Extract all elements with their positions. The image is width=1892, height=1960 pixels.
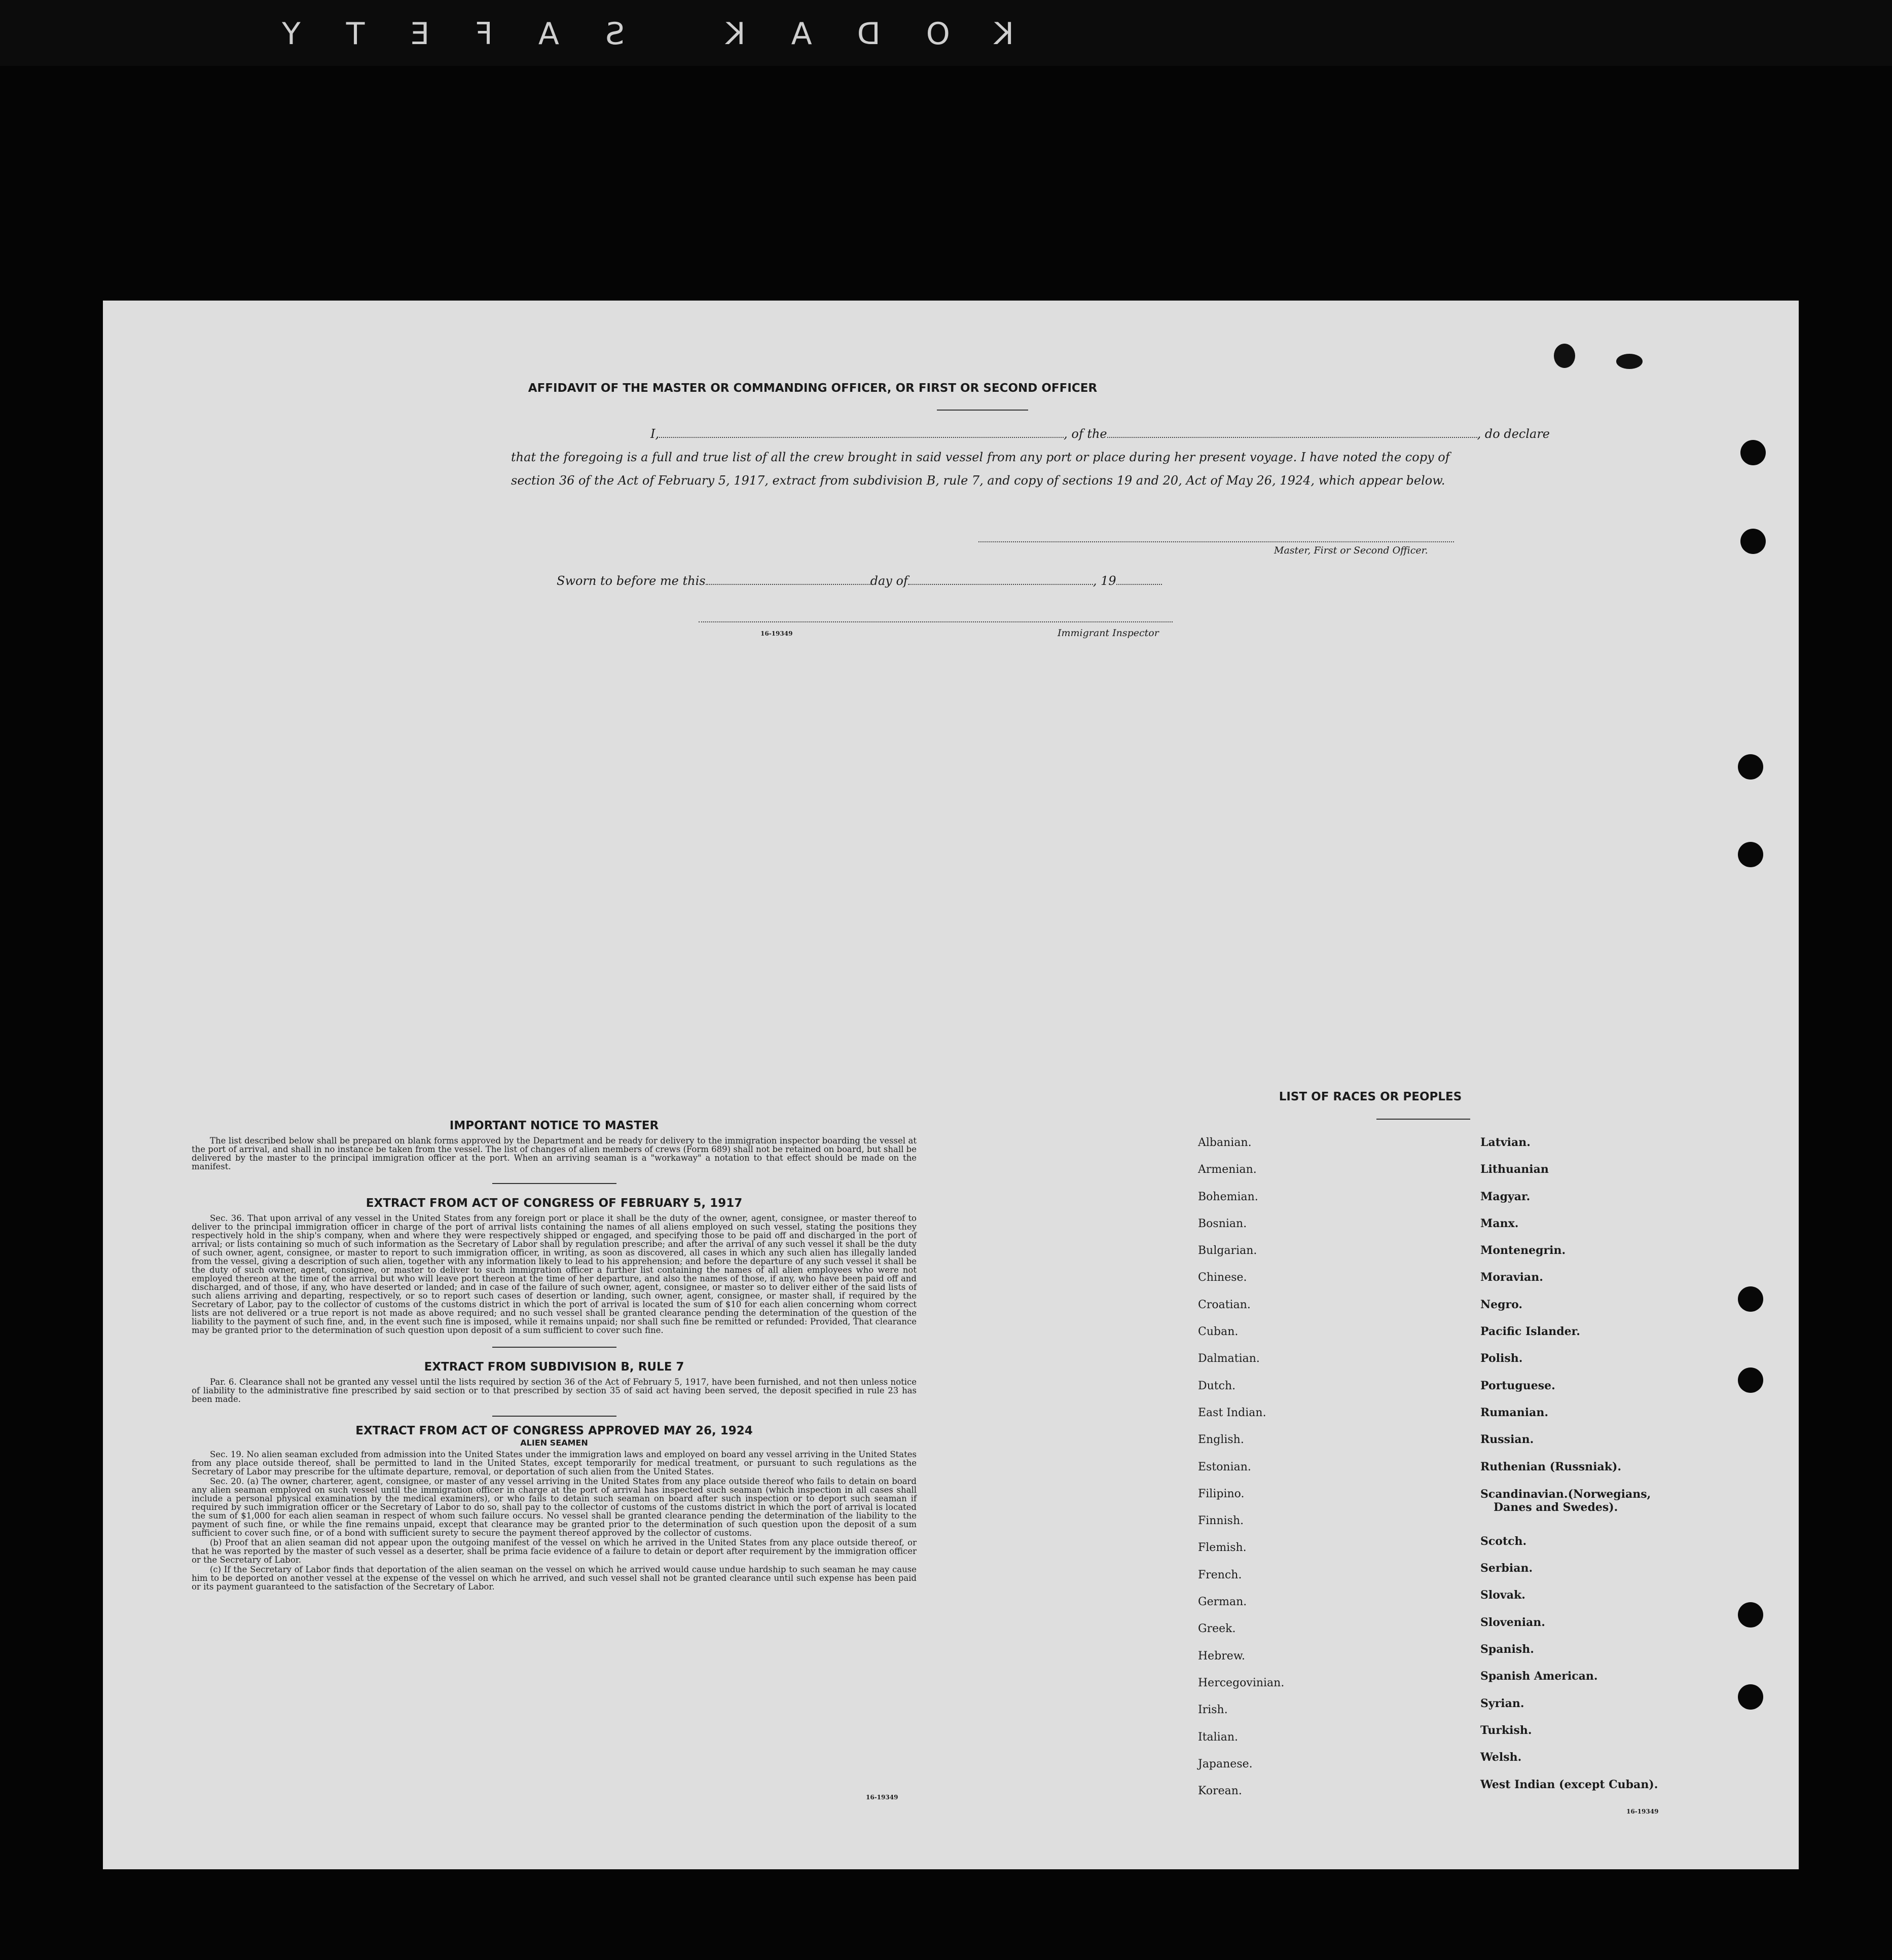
punch-hole (1738, 1286, 1763, 1312)
punch-hole (1740, 529, 1766, 554)
race-item: Albanian. (1198, 1136, 1252, 1149)
divider (492, 1416, 616, 1417)
race-item: French. (1198, 1568, 1242, 1581)
punch-hole (1740, 440, 1766, 465)
race-item: Hercegovinian. (1198, 1676, 1285, 1689)
race-item: Korean. (1198, 1785, 1242, 1798)
year-field[interactable] (1116, 572, 1162, 585)
sec-20a-text: Sec. 20. (a) The owner, charterer, agent, consignee, or master of any vessel arriving in the United States from any place outside thereof who fails to detain on board any alien seaman employed on such vessel until the immigration officer in charge at the port of arrival has inspected such seaman (which inspection in all cases shall include a personal physical examination by the medical examiners), or who fails to detain such seaman on board after such inspection or to deport such seaman if required by such immigration officer or the Secretary of Labor to do so, shall pay to the collector of customs of the customs district in which the port of arrival is located the sum of $1,000 for each alien seaman in respect of whom such failure occurs. No vessel shall be granted clearance pending the determination of the liability to the payment of such fine, or while the fine remains unpaid, except that clearance may be granted prior to the determination of such question upon the deposit of a sum sufficient to cover such fine, or of a bond with sufficient surety to secure the payment thereof approved by the collector of customs. (192, 1476, 917, 1538)
race-item: Spanish. (1480, 1643, 1534, 1656)
extract-rule7-title: EXTRACT FROM SUBDIVISION B, RULE 7 (424, 1360, 684, 1374)
inspector-label: Immigrant Inspector (1058, 627, 1159, 639)
divider (492, 1183, 616, 1184)
extract-1917-title: EXTRACT FROM ACT OF CONGRESS OF FEBRUARY 5, 1917 (366, 1197, 743, 1210)
divider (937, 410, 1028, 411)
race-item: Bulgarian. (1198, 1244, 1257, 1258)
race-item: Hebrew. (1198, 1649, 1246, 1662)
name-field[interactable] (659, 425, 1064, 438)
race-item: Chinese. (1198, 1271, 1247, 1284)
document-page (103, 301, 1799, 1869)
race-item: Ruthenian (Russniak). (1480, 1460, 1622, 1473)
punch-hole (1738, 754, 1763, 780)
race-item: Turkish. (1480, 1723, 1532, 1737)
sec-20b-text: (b) Proof that an alien seaman did not appear upon the outgoing manifest of the vessel on which he arrived in the United States from any place outside thereof, or that he was reported by the master of such vessel as a deserter, shall be prima facie evidence of a failure to detain or deport after requirement by the immigration officer or the Secretary of Labor. (192, 1538, 917, 1565)
race-item: Dutch. (1198, 1379, 1236, 1392)
race-item: Bosnian. (1198, 1217, 1247, 1230)
notice-title: IMPORTANT NOTICE TO MASTER (449, 1119, 659, 1132)
race-item: Welsh. (1480, 1751, 1522, 1764)
notice-text: The list described below shall be prepared on blank forms approved by the Department and be ready for delivery to the immigration inspector boarding the vessel at the port of arrival, and shall in no instance be taken from the vessel. The list of changes of alien members of crews (Form 689) shall not be retained on board, but shall be delivered by the master to the principal immigration officer at the port. When an arriving seaman is a "workaway" a notation to that effect should be made on the manifest. (192, 1136, 917, 1171)
film-edge (0, 0, 1892, 66)
race-item: English. (1198, 1433, 1244, 1447)
divider (492, 1347, 616, 1348)
affidavit-title: AFFIDAVIT OF THE MASTER OR COMMANDING OFFICER, OR FIRST OR SECOND OFFICER (528, 382, 1098, 395)
race-item: Serbian. (1480, 1562, 1533, 1575)
race-item: Spanish American. (1480, 1670, 1598, 1683)
punch-hole (1738, 1602, 1763, 1628)
form-number: 16-19349 (866, 1794, 898, 1801)
race-item: Slovak. (1480, 1588, 1525, 1602)
affidavit-text: that the foregoing is a full and true list of all the crew brought in said vessel from any port or place during her present voyage. I have noted the copy of section 36 of the Act of February 5, 1917, extract from subdivision B, rule 7, and copy of sections 19 and 20, Act of May 26, 1924, which appear below. (511, 450, 1450, 488)
master-signature-line[interactable] (978, 541, 1454, 542)
race-item: Moravian. (1480, 1271, 1543, 1284)
punch-hole (1738, 1684, 1763, 1710)
affidavit-body (511, 422, 1550, 492)
race-item: Cuban. (1198, 1325, 1239, 1339)
extract-1924-subtitle: ALIEN SEAMEN (520, 1438, 588, 1448)
races-title: LIST OF RACES OR PEOPLES (1279, 1090, 1462, 1103)
film-edge-text: KODAK SAFETY (236, 16, 1014, 52)
day-field[interactable] (706, 572, 870, 585)
race-item: Dalmatian. (1198, 1352, 1260, 1365)
race-item: Syrian. (1480, 1696, 1524, 1710)
race-item: Montenegrin. (1480, 1244, 1566, 1258)
races-left-column (1198, 1129, 1284, 1804)
race-item: Greek. (1198, 1622, 1236, 1636)
race-item: Rumanian. (1480, 1406, 1549, 1419)
race-item: Manx. (1480, 1216, 1519, 1230)
race-item: Irish. (1198, 1704, 1228, 1717)
race-item: Italian. (1198, 1730, 1238, 1744)
race-item: Portuguese. (1480, 1379, 1555, 1392)
race-item: Russian. (1480, 1433, 1534, 1447)
extract-1924-title: EXTRACT FROM ACT OF CONGRESS APPROVED MAY 26, 1924 (355, 1424, 753, 1437)
form-number: 16-19349 (1626, 1808, 1659, 1815)
race-item: Bohemian. (1198, 1190, 1258, 1203)
race-item: German. (1198, 1596, 1247, 1609)
extract-rule7-text: Par. 6. Clearance shall not be granted any vessel until the lists required by section 36 of the Act of February 5, 1917, have been furnished, and not then unless notice of liability to the administrative fine prescribed by said section or to that prescribed by section 35 of said act having been served, the deposit specified in rule 23 has been made. (192, 1377, 917, 1404)
race-item: Japanese. (1198, 1757, 1253, 1770)
month-field[interactable] (908, 572, 1093, 585)
divider (1376, 1119, 1470, 1120)
master-signature-label: Master, First or Second Officer. (1274, 545, 1428, 556)
affidavit-line-1: I, , of the , do declare (511, 422, 1455, 446)
race-item: Lithuanian (1480, 1163, 1549, 1176)
race-item: Armenian. (1198, 1163, 1257, 1176)
race-item: Finnish. (1198, 1514, 1244, 1528)
legal-notice-column (192, 1119, 917, 1592)
race-item: Slovenian. (1480, 1615, 1545, 1629)
race-item-scandinavian: Scandinavian.(Norwegians, Danes and Swedes). (1480, 1487, 1651, 1514)
sec-19-text: Sec. 19. No alien seaman excluded from admission into the United States under the immigration laws and employed on board any vessel arriving in the United States from any place outside thereof, shall be permitted to land in the United States, except temporarily for medical treatment, or pursuant to such regulations as the Secretary of Labor may prescribe for the ultimate departure, removal, or deportation of such alien from the United States. (192, 1450, 917, 1476)
ink-spot (1554, 344, 1575, 368)
extract-1917-text: Sec. 36. That upon arrival of any vessel in the United States from any foreign port or place it shall be the duty of the owner, agent, consignee, or master thereof to deliver to the principal immigration officer in charge of the port of arrival lists containing the names of all aliens employed on such vessel, stating the positions they respectively hold in the ship's company, when and where they were respectively shipped or engaged, and specifying those to be paid off and discharged in the port of arrival; or lists containing so much of such information as the Secretary of Labor shall by regulation prescribe; and after the arrival of any such vessel it shall be the duty of such owner, agent, consignee, or master to report to such immigration officer, in writing, as soon as discovered, all cases in which any such alien has illegally landed from the vessel, giving a description of such alien, together with any information likely to lead to his apprehension; and before the departure of any such vessel it shall be the duty of such owner, agent, consignee, or master to deliver to such immigration officer a further list containing the names of all alien employees who were not employed thereon at the time of the arrival but who will leave port thereon at the time of her departure, and also the names of those, if any, who have been paid off and discharged, and of those, if any, who have deserted or landed; and in case of the failure of such owner, agent, consignee, or master so to deliver either of the said lists of such aliens arriving and departing, respectively, or so to report such cases of desertion or landing, such owner, agent, consignee, or master shall, if required by the Secretary of Labor, pay to the collector of customs of the customs district in which the port of arrival is located the sum of $10 for each alien concerning whom correct lists are not delivered or a true report is not made as above required; and no such vessel shall be granted clearance pending the determination of the question of the liability to the payment of such fine, and, in the event such fine is imposed, while it remains unpaid; nor shall such fine be remitted or refunded: Provided, That clearance may be granted prior to the determination of such question upon deposit of a sum sufficient to cover such fine. (192, 1213, 917, 1335)
race-item: Latvian. (1480, 1136, 1531, 1149)
race-item: East Indian. (1198, 1406, 1266, 1419)
race-item: Magyar. (1480, 1190, 1531, 1203)
race-item: Pacific Islander. (1480, 1325, 1580, 1339)
races-right-column (1480, 1129, 1658, 1798)
race-item: West Indian (except Cuban). (1480, 1778, 1658, 1791)
punch-hole (1738, 842, 1763, 867)
race-item: Estonian. (1198, 1460, 1251, 1473)
race-item: Scotch. (1480, 1534, 1527, 1548)
form-number: 16-19349 (760, 630, 793, 637)
vessel-field[interactable] (1107, 425, 1477, 438)
race-item: Croatian. (1198, 1298, 1251, 1311)
sec-20c-text: (c) If the Secretary of Labor finds that deportation of the alien seaman on the vessel on which he arrived would cause undue hardship to such seaman he may cause him to be deported on another vessel at the expense of the vessel on which he arrived, and such vessel shall not be granted clearance until such expense has been paid or its payment guaranteed to the satisfaction of the Secretary of Labor. (192, 1565, 917, 1592)
race-item: Polish. (1480, 1352, 1523, 1365)
race-item: Flemish. (1198, 1541, 1247, 1555)
race-item: Filipino. (1198, 1487, 1245, 1500)
race-item: Negro. (1480, 1298, 1523, 1311)
punch-hole (1738, 1367, 1763, 1393)
sworn-line: Sworn to before me this day of , 19 (557, 572, 1162, 588)
inspector-signature-line[interactable] (699, 621, 1173, 622)
ink-spot (1616, 354, 1643, 369)
